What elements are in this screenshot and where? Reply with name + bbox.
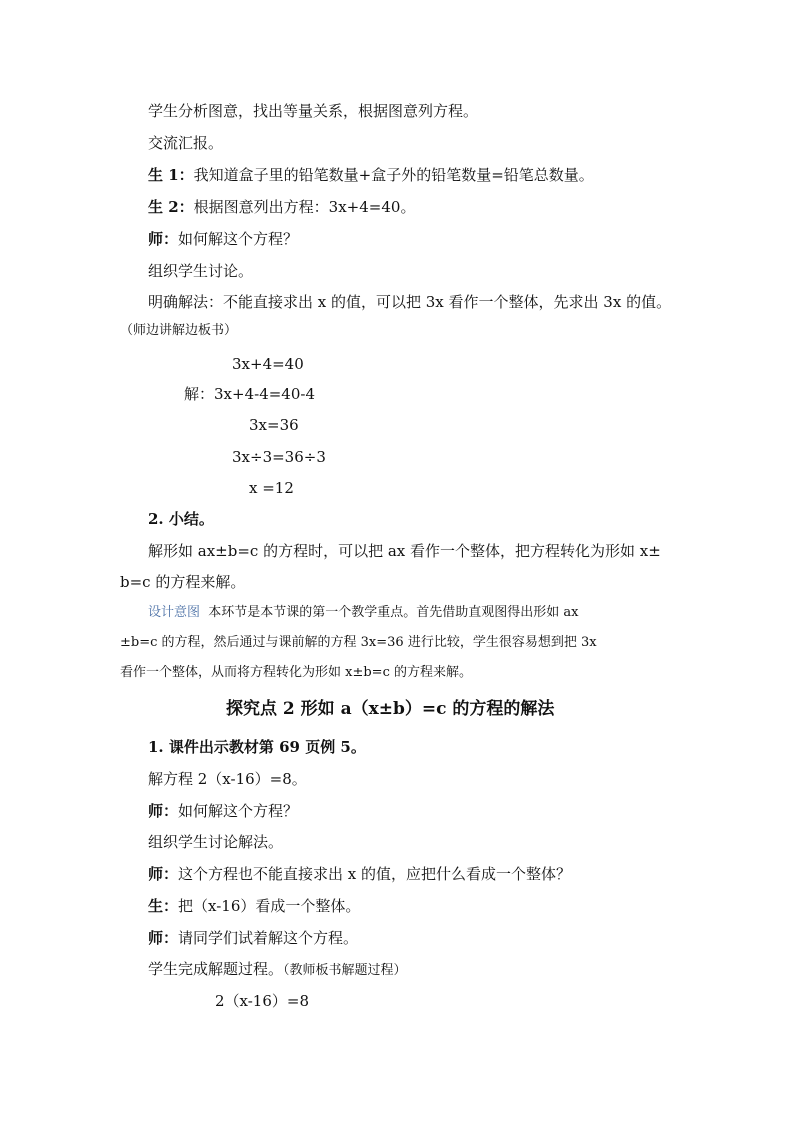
speaker-label: 师： xyxy=(148,929,179,947)
equation: 3x+4-4=40-4 xyxy=(214,385,316,403)
paragraph: 交流汇报。 xyxy=(148,134,224,152)
dialogue-text: 请同学们试着解这个方程。 xyxy=(178,929,359,947)
speaker-label: 师： xyxy=(148,230,179,248)
dialogue-text: 根据图意列出方程：3x+4=40。 xyxy=(193,198,416,216)
paragraph: b=c 的方程来解。 xyxy=(120,573,246,591)
paragraph: 组织学生讨论解法。 xyxy=(148,833,284,851)
design-intent-text: ±b=c 的方程，然后通过与课前解的方程 3x=36 进行比较，学生很容易想到把 3x xyxy=(120,635,597,650)
solution-label: 解： xyxy=(184,385,215,403)
dialogue-line xyxy=(148,928,358,948)
dialogue-line xyxy=(148,197,415,217)
equation: 3x÷3=36÷3 xyxy=(232,448,326,466)
speaker-label: 生 2： xyxy=(148,198,194,216)
paragraph: 明确解法：不能直接求出 x 的值，可以把 3x 看作一个整体，先求出 3x 的值。 xyxy=(148,293,672,311)
dialogue-text: 我知道盒子里的铅笔数量+盒子外的铅笔数量=铅笔总数量。 xyxy=(193,166,594,184)
dialogue-line xyxy=(148,896,360,916)
section-subtitle: 1. 课件出示教材第 69 页例 5。 xyxy=(148,738,366,756)
dialogue-text: 把（x-16）看成一个整体。 xyxy=(178,897,361,915)
equation: 3x+4=40 xyxy=(232,355,304,373)
dialogue-text: 如何解这个方程？ xyxy=(178,802,299,820)
paragraph: 学生分析图意，找出等量关系，根据图意列方程。 xyxy=(148,102,479,120)
dialogue-text: 这个方程也不能直接求出 x 的值，应把什么看成一个整体？ xyxy=(178,865,572,883)
section-heading: 探究点 2 形如 a（x±b）=c 的方程的解法 xyxy=(226,699,555,719)
speaker-label: 师： xyxy=(148,802,179,820)
equation: 2（x-16）=8 xyxy=(215,992,310,1010)
speaker-label: 生： xyxy=(148,897,179,915)
equation-line xyxy=(184,384,315,404)
paragraph: 组织学生讨论。 xyxy=(148,262,254,280)
speaker-label: 师： xyxy=(148,865,179,883)
design-intent-text: 本环节是本节课的第一个教学重点。首先借助直观图得出形如 ax xyxy=(208,605,579,620)
dialogue-text: 如何解这个方程？ xyxy=(178,230,299,248)
note: （师边讲解边板书） xyxy=(120,323,238,338)
paragraph: 解形如 ax±b=c 的方程时，可以把 ax 看作一个整体，把方程转化为形如 x± xyxy=(148,542,661,560)
paragraph-text: 学生完成解题过程。 xyxy=(148,960,284,978)
paragraph xyxy=(148,959,407,981)
speaker-label: 生 1： xyxy=(148,166,194,184)
equation: 3x=36 xyxy=(249,416,299,434)
design-intent-line xyxy=(148,603,579,623)
design-intent-text: 看作一个整体，从而将方程转化为形如 x±b=c 的方程来解。 xyxy=(120,665,472,680)
section-subtitle: 2. 小结。 xyxy=(148,510,214,528)
dialogue-line xyxy=(148,864,571,884)
note: （教师板书解题过程） xyxy=(283,963,407,978)
equation: x =12 xyxy=(249,479,294,497)
dialogue-line xyxy=(148,801,298,821)
dialogue-line xyxy=(148,229,298,249)
paragraph: 解方程 2（x-16）=8。 xyxy=(148,770,307,788)
design-intent-label: 设计意图 xyxy=(148,605,201,620)
dialogue-line xyxy=(148,165,594,185)
